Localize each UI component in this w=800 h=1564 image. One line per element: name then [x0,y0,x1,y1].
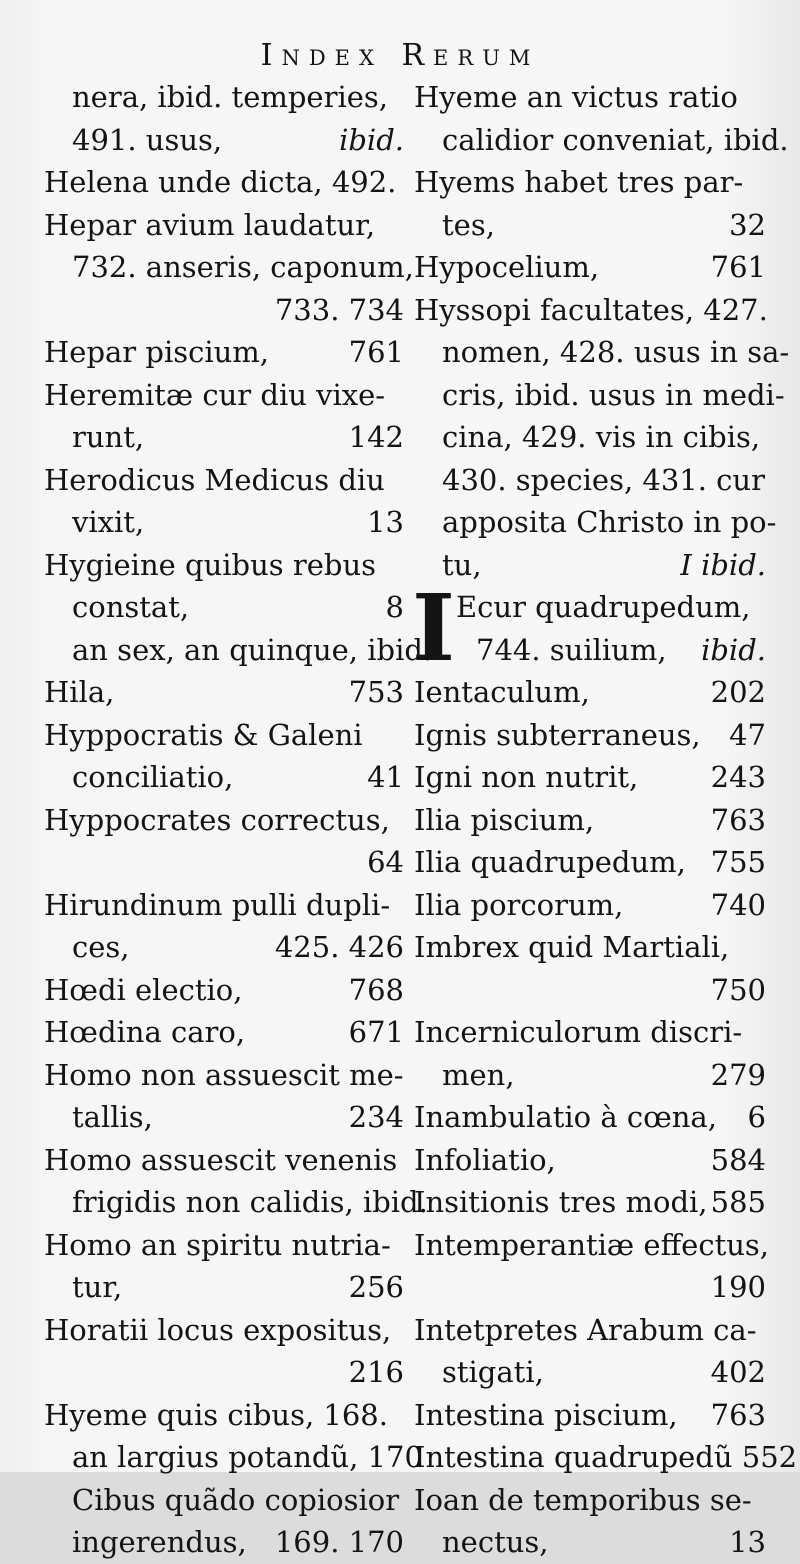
entry-text: Intestina piscium, [414,1397,678,1432]
entry-text: apposita Christo in po- [442,505,777,539]
index-entry-line [44,1309,404,1352]
index-entry-line [44,586,404,629]
page-reference: 763 [710,1397,766,1432]
entry-text: Igni non nutrit, [414,760,639,794]
entry-text: nectus, [442,1525,549,1559]
page-reference: 190 [710,1270,766,1304]
entry-text: Hœdi electio, [44,972,243,1007]
entry-text: Infoliatio, [414,1142,556,1177]
page-reference: 32 [729,207,766,242]
page-reference: 733. 734 [274,292,404,327]
page-reference: 763 [710,802,766,837]
page-reference: 585 [710,1185,766,1219]
index-entry-line [414,1181,766,1224]
entry-text: Hyppocrates correctus, [44,802,390,837]
index-entry-line [414,671,766,714]
entry-text: Ientaculum, [414,675,590,709]
index-entry-line [414,1479,766,1522]
entry-text: Homo assuescit venenis [44,1142,398,1177]
entry-text: ces, [72,930,130,964]
entry-text: tu, [442,547,482,582]
index-entry-line [44,799,404,842]
page-reference: 64 [367,845,404,879]
entry-text: Imbrex quid Martiali, [414,930,730,964]
index-entry-line [414,1224,770,1267]
entry-text: Hepar piscium, [44,335,270,369]
index-entry-line [414,1054,766,1097]
index-entry-line [414,756,766,799]
entry-text: Intestina quadrupedũ 552 [414,1440,798,1474]
entry-text: an largius potandũ, 170 [72,1440,423,1474]
entry-text: conciliatio, [72,760,234,794]
index-entry-line [44,246,414,289]
entry-text: nera, ibid. temperies, [72,80,388,114]
index-entry-line [44,119,404,162]
index-entry-line [414,714,766,757]
index-entry-line [44,1266,404,1309]
index-entry-line [44,714,404,757]
entry-text: Intemperantiæ effectus, [414,1227,770,1262]
page-reference: 755 [710,845,766,879]
page-reference: 750 [710,972,766,1007]
index-entry-line [414,76,766,119]
entry-text: Hyssopi facultates, 427. [414,292,768,327]
entry-text: ingerendus, [72,1525,247,1559]
index-entry-line [44,501,404,544]
index-entry-line [44,884,404,927]
entry-text: Incerniculorum discri- [414,1015,743,1049]
entry-text: frigidis non calidis, ibid. [72,1185,428,1219]
index-column-left [44,76,433,1564]
index-entry-line [414,246,766,289]
page-reference: 142 [348,420,404,454]
page-reference: 402 [710,1355,766,1389]
page-reference: 761 [348,335,404,369]
index-entry-line [44,1479,404,1522]
entry-text: Hyppocratis & Galeni [44,717,363,752]
entry-text: Ilia porcorum, [414,887,624,922]
index-entry-line [414,1096,766,1139]
index-column-right [412,76,798,1564]
entry-text: Cibus quãdo copiosior [72,1482,400,1517]
page-reference: ibid. [701,632,766,667]
index-entry-line [44,374,404,417]
index-entry-line [44,926,404,969]
entry-text: tallis, [72,1100,153,1134]
entry-text: Hyems habet tres par- [414,165,744,199]
index-entry-line [414,331,790,374]
entry-text: tur, [72,1270,123,1304]
entry-text: vixit, [72,505,145,539]
entry-text: Intetpretes Arabum ca- [414,1312,757,1347]
page-reference: 216 [348,1355,404,1389]
page-reference: 584 [710,1142,766,1177]
drop-cap-letter: I [412,574,456,682]
page-reference: 753 [348,675,404,709]
index-entry-line [44,416,404,459]
index-entry-line [44,289,404,332]
index-entry-line [44,1011,404,1054]
entry-text: Ilia piscium, [414,802,595,837]
entry-text: cris, ibid. usus in medi- [442,377,785,412]
index-entry-line [414,629,766,672]
entry-text: stigati, [442,1355,544,1389]
entry-text: Heremitæ cur diu vixe- [44,377,386,412]
entry-text: Hyeme quis cibus, 168. [44,1397,388,1432]
entry-text: Horatii locus expositus, [44,1312,392,1347]
entry-text: calidior conveniat, ibid. [442,122,789,157]
entry-text: Hœdina caro, [44,1015,246,1049]
index-entry-line [44,1521,404,1564]
entry-text: 744. suilium, [476,632,667,667]
index-entry-line [44,331,404,374]
page-reference: 279 [710,1057,766,1092]
page-reference: 202 [710,675,766,709]
page-reference: 243 [710,760,766,794]
page-reference: 256 [348,1270,404,1304]
entry-text: Ioan de temporibus se- [414,1482,752,1517]
index-entry-line [44,841,404,884]
index-entry-line [44,204,404,247]
index-entry-line [44,756,404,799]
index-entry-line [414,544,766,587]
entry-text: Hyeme an victus ratio [414,80,738,114]
index-entry-line [414,969,766,1012]
index-entry-line [414,1011,766,1054]
entry-text: tes, [442,207,495,242]
index-entry-line [44,969,404,1012]
entry-text: Hila, [44,675,115,709]
index-entry-line [414,1394,766,1437]
index-entry-line [414,501,777,544]
entry-text: an sex, an quinque, ibid. [72,632,433,667]
entry-text: Homo an spiritu nutria- [44,1227,391,1262]
index-entry-line [414,374,785,417]
index-entry-line [44,1394,404,1437]
page-reference: I ibid. [680,547,766,582]
entry-text: Inambulatio à cœna, [414,1100,717,1134]
entry-text: constat, [72,590,190,624]
entry-text: Hepar avium laudatur, [44,207,376,242]
index-entry-line [44,1054,404,1097]
index-entry-line [44,629,433,672]
index-entry-line [414,1351,766,1394]
running-header: Index Rerum [260,38,540,73]
index-entry-line [414,1139,766,1182]
index-entry-line [414,204,766,247]
index-entry-line [414,119,789,162]
entry-text: men, [442,1057,515,1092]
page-reference: 13 [729,1525,766,1559]
index-entry-line [44,1351,404,1394]
page-reference: 425. 426 [274,930,404,964]
page-reference: ibid. [339,122,404,157]
entry-text: Herodicus Medicus diu [44,462,385,497]
entry-text: Homo non assuescit me- [44,1057,404,1092]
page-reference: 47 [729,717,766,752]
index-entry-line [44,1139,404,1182]
index-entry-line [44,1096,404,1139]
index-entry-line [414,1436,798,1479]
entry-text: Hypocelium, [414,250,600,284]
index-entry-line [414,1309,766,1352]
page-reference: 761 [710,250,766,284]
index-entry-line [44,544,404,587]
entry-text: 430. species, 431. cur [442,462,765,497]
index-entry-line [414,1266,766,1309]
index-entry-line [44,161,404,204]
page-reference: 13 [367,505,404,539]
entry-text: 732. anseris, caponum, [72,250,414,284]
entry-text: Hygieine quibus rebus [44,547,377,582]
page-reference: 6 [747,1100,766,1134]
entry-text: Insitionis tres modi, [414,1185,708,1219]
index-entry-line [414,841,766,884]
index-entry-line [44,76,404,119]
page-reference: 768 [348,972,404,1007]
index-entry-line [414,1521,766,1564]
entry-text: Helena unde dicta, 492. [44,165,397,199]
index-entry-line [414,161,766,204]
index-entry-line [44,1181,428,1224]
entry-text: Ecur quadrupedum, [456,590,751,624]
page-reference: 740 [710,887,766,922]
page-reference: 234 [348,1100,404,1134]
index-entry-line [414,459,766,502]
entry-text: Ilia quadrupedum, [414,845,686,879]
entry-text: Ignis subterraneus, [414,717,701,752]
index-entry-line [44,459,404,502]
page-reference: 671 [348,1015,404,1049]
page-reference: 41 [367,760,404,794]
index-entry-line [414,289,766,332]
page-reference: 169. 170 [274,1525,404,1559]
index-entry-line [414,799,766,842]
index-entry-line [414,926,766,969]
page-reference: 8 [385,590,404,624]
index-entry-line [44,1436,423,1479]
entry-text: runt, [72,420,145,454]
index-entry-line [414,416,766,459]
entry-text: Hirundinum pulli dupli- [44,887,391,922]
index-entry-line [44,1224,404,1267]
index-entry-line [44,671,404,714]
entry-text: cina, 429. vis in cibis, [442,420,761,454]
index-entry-line [414,884,766,927]
entry-text: nomen, 428. usus in sa- [442,335,790,369]
entry-text: 491. usus, [72,122,223,157]
